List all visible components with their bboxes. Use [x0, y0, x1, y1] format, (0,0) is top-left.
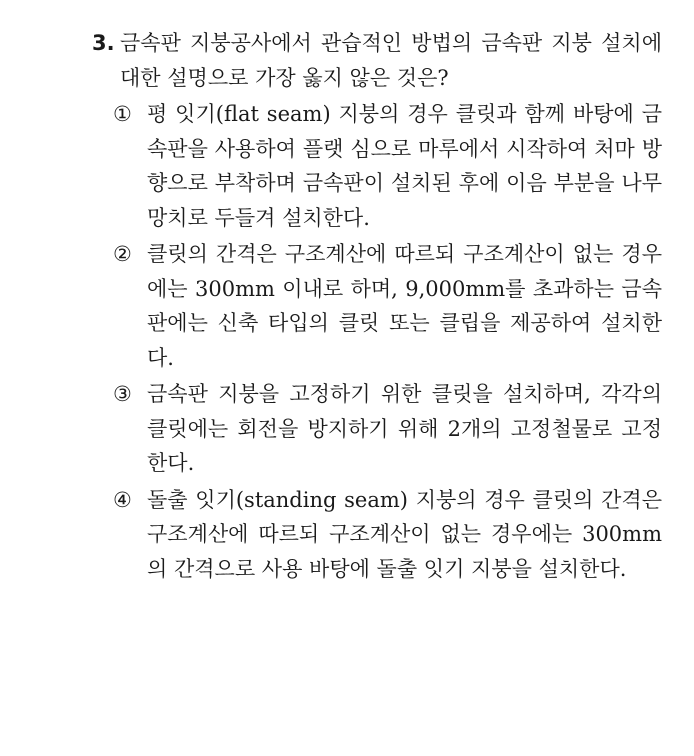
answer-option-3 — [92, 377, 662, 481]
option-marker-3: ③ — [113, 382, 132, 406]
question-stem: 금속판 지붕공사에서 관습적인 방법의 금속판 지붕 설치에 대한 설명으로 가장 옳지 않은 것은? — [120, 31, 662, 90]
question-block — [92, 26, 662, 586]
option-marker-2: ② — [113, 242, 132, 266]
question-number: 3. — [92, 31, 115, 55]
question-stem-block — [92, 26, 662, 95]
option-marker-1: ① — [113, 102, 132, 126]
answer-option-2 — [92, 237, 662, 375]
option-text-2: 클릿의 간격은 구조계산에 따르되 구조계산이 없는 경우에는 300mm 이내로 하며, 9,000mm를 초과하는 금속판에는 신축 타입의 클릿 또는 클립을 제공하여 설치한다. — [147, 242, 662, 370]
option-text-1: 평 잇기(flat seam) 지붕의 경우 클릿과 함께 바탕에 금속판을 사용하여 플랫 심으로 마루에서 시작하여 처마 방향으로 부착하며 금속판이 설치된 후에 이음 부분을 나무망치로 두들겨 설치한다. — [147, 102, 662, 230]
option-text-4: 돌출 잇기(standing seam) 지붕의 경우 클릿의 간격은 구조계산에 따르되 구조계산이 없는 경우에는 300mm의 간격으로 사용 바탕에 돌출 잇기 지붕을 설치한다. — [147, 487, 662, 581]
option-text-3: 금속판 지붕을 고정하기 위한 클릿을 설치하며, 각각의 클릿에는 회전을 방지하기 위해 2개의 고정철물로 고정한다. — [147, 382, 662, 475]
answer-options — [92, 97, 662, 586]
answer-option-4 — [92, 483, 662, 587]
option-marker-4: ④ — [113, 487, 132, 512]
answer-option-1 — [92, 97, 662, 235]
